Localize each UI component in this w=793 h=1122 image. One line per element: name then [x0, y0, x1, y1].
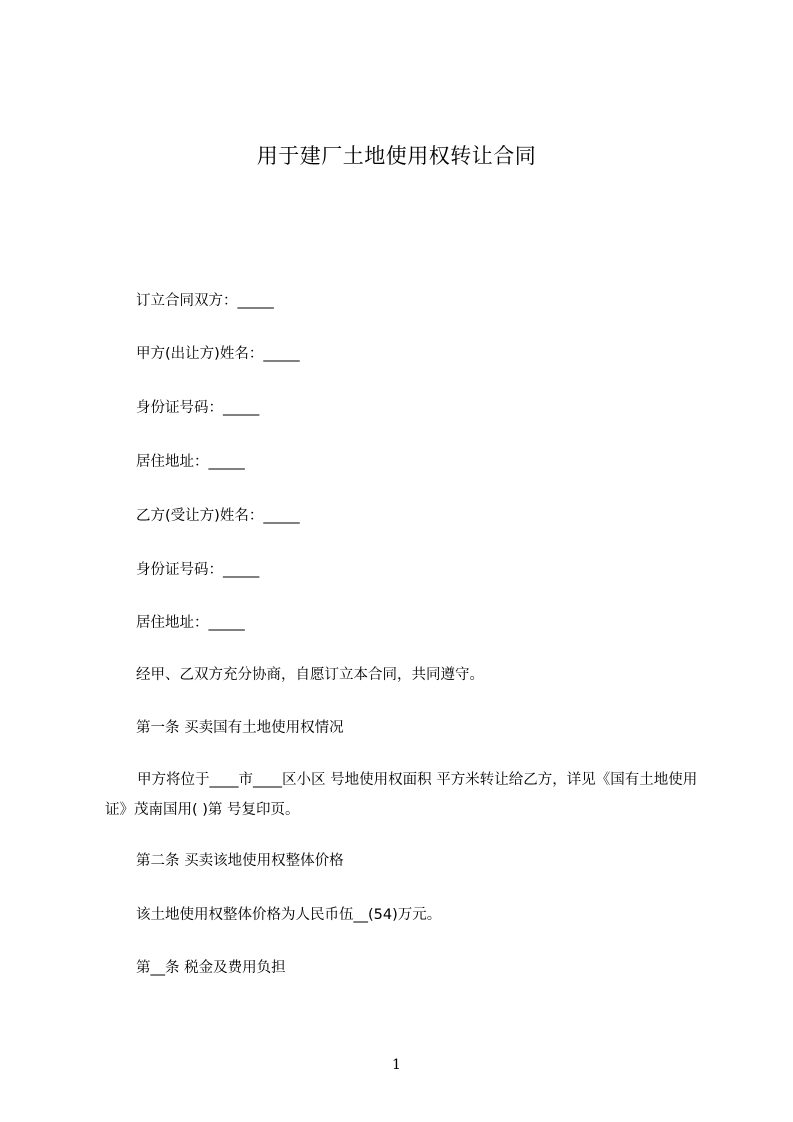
article-tax-heading: 第__条 税金及费用负担: [136, 960, 286, 976]
party-a-name-line: 甲方(出让方)姓名：_____: [136, 346, 300, 362]
party-a-address-line: 居住地址：_____: [136, 454, 245, 470]
party-b-id-line: 身份证号码：_____: [136, 562, 260, 578]
document-title: 用于建厂土地使用权转让合同: [256, 144, 537, 168]
article-one-heading: 第一条 买卖国有土地使用权情况: [136, 720, 344, 736]
agreement-statement: 经甲、乙双方充分协商，自愿订立本合同，共同遵守。: [136, 667, 484, 683]
party-b-address-line: 居住地址：_____: [136, 615, 245, 631]
page-number: 1: [392, 1057, 401, 1073]
contract-parties-line: 订立合同双方：_____: [136, 293, 274, 309]
party-b-name-line: 乙方(受让方)姓名：_____: [136, 508, 300, 524]
party-a-id-line: 身份证号码：_____: [136, 400, 260, 416]
article-one-paragraph: 甲方将位于____市____区小区 号地使用权面积 平方米转让给乙方，详见《国有土地使用证》茂南国用( )第 号复印页。: [105, 772, 698, 818]
article-two-heading: 第二条 买卖该地使用权整体价格: [136, 853, 344, 869]
price-statement: 该土地使用权整体价格为人民币伍__(54)万元。: [136, 907, 442, 923]
